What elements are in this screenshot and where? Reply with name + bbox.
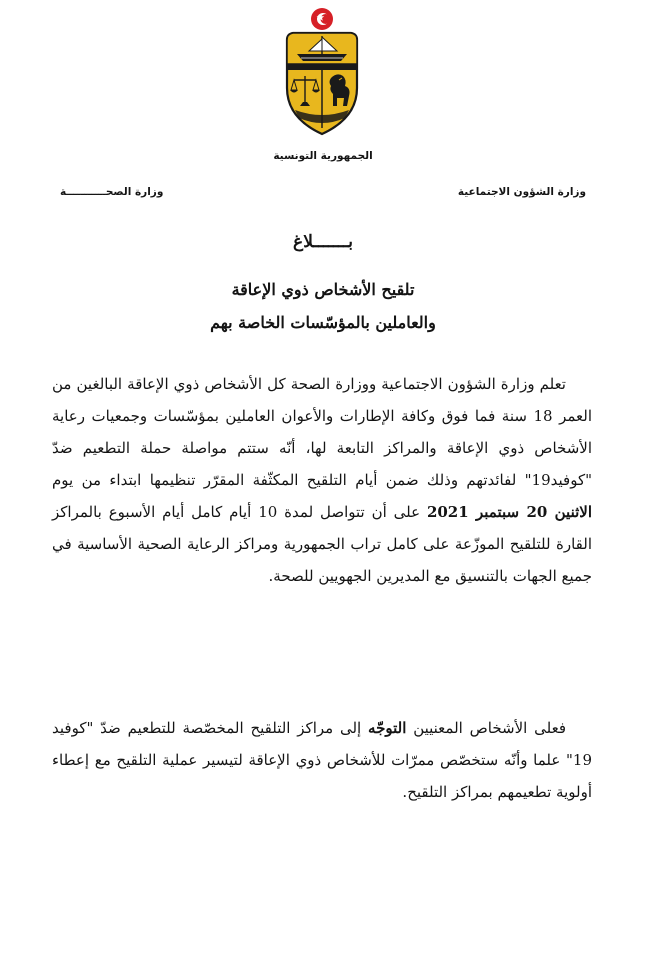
ministry-social-affairs: وزارة الشؤون الاجتماعية [457,186,586,198]
paragraph-1-text-b: على أن تتواصل لمدة 10 أيام كامل أيام الأسبوع بالمراكز القارة للتلقيح الموزّعة على كامل تراب الجمهورية ومراكز الرعاية الصحية الأساسية في جميع الجهات بالتنسيق مع المديرين الجهويين للصحة. [52,503,592,585]
paragraph-2 [52,712,592,808]
tunisia-coat-of-arms-icon [281,6,363,138]
announcement-heading: بـــــــلاغ [293,232,353,252]
title-line-2: والعاملين بالمؤسّسات الخاصة بهم [210,313,436,332]
paragraph-1-text-a: تعلم وزارة الشؤون الاجتماعية ووزارة الصحة كل الأشخاص ذوي الإعاقة البالغين من العمر 18 سنة فما فوق وكافة الإطارات والأعوان العاملين بمؤسّسات وجمعيات رعاية الأشخاص ذوي الإعاقة والمراكز التابعة لها، أنّه ستتم مواصلة حملة التطعيم ضدّ "كوفيد19" لفائدتهم وذلك ضمن أيام التلقيح المكثّفة المقرّر تنظيمها ابتداء من يوم [52,375,592,489]
ministry-health: وزارة الصحـــــــــــة [60,186,164,198]
paragraph-1 [52,368,592,592]
paragraph-2-emphasis: التوجّه [368,719,407,737]
paragraph-2-text-a: فعلى الأشخاص المعنيين [413,719,566,737]
republic-header: الجمهورية التونسية [273,150,373,162]
paragraph-2-text-b: إلى مراكز التلقيح المخصّصة للتطعيم ضدّ "كوفيد 19" علما وأنّه ستخصّص ممرّات للأشخاص ذوي الإعاقة لتيسير عملية التلقيح مع إعطاء أولوية تطعيمهم بمراكز التلقيح. [52,719,592,801]
vaccination-start-date: الاثنين 20 سبتمبر 2021 [426,503,593,521]
title-line-1: تلقيح الأشخاص ذوي الإعاقة [231,280,415,299]
